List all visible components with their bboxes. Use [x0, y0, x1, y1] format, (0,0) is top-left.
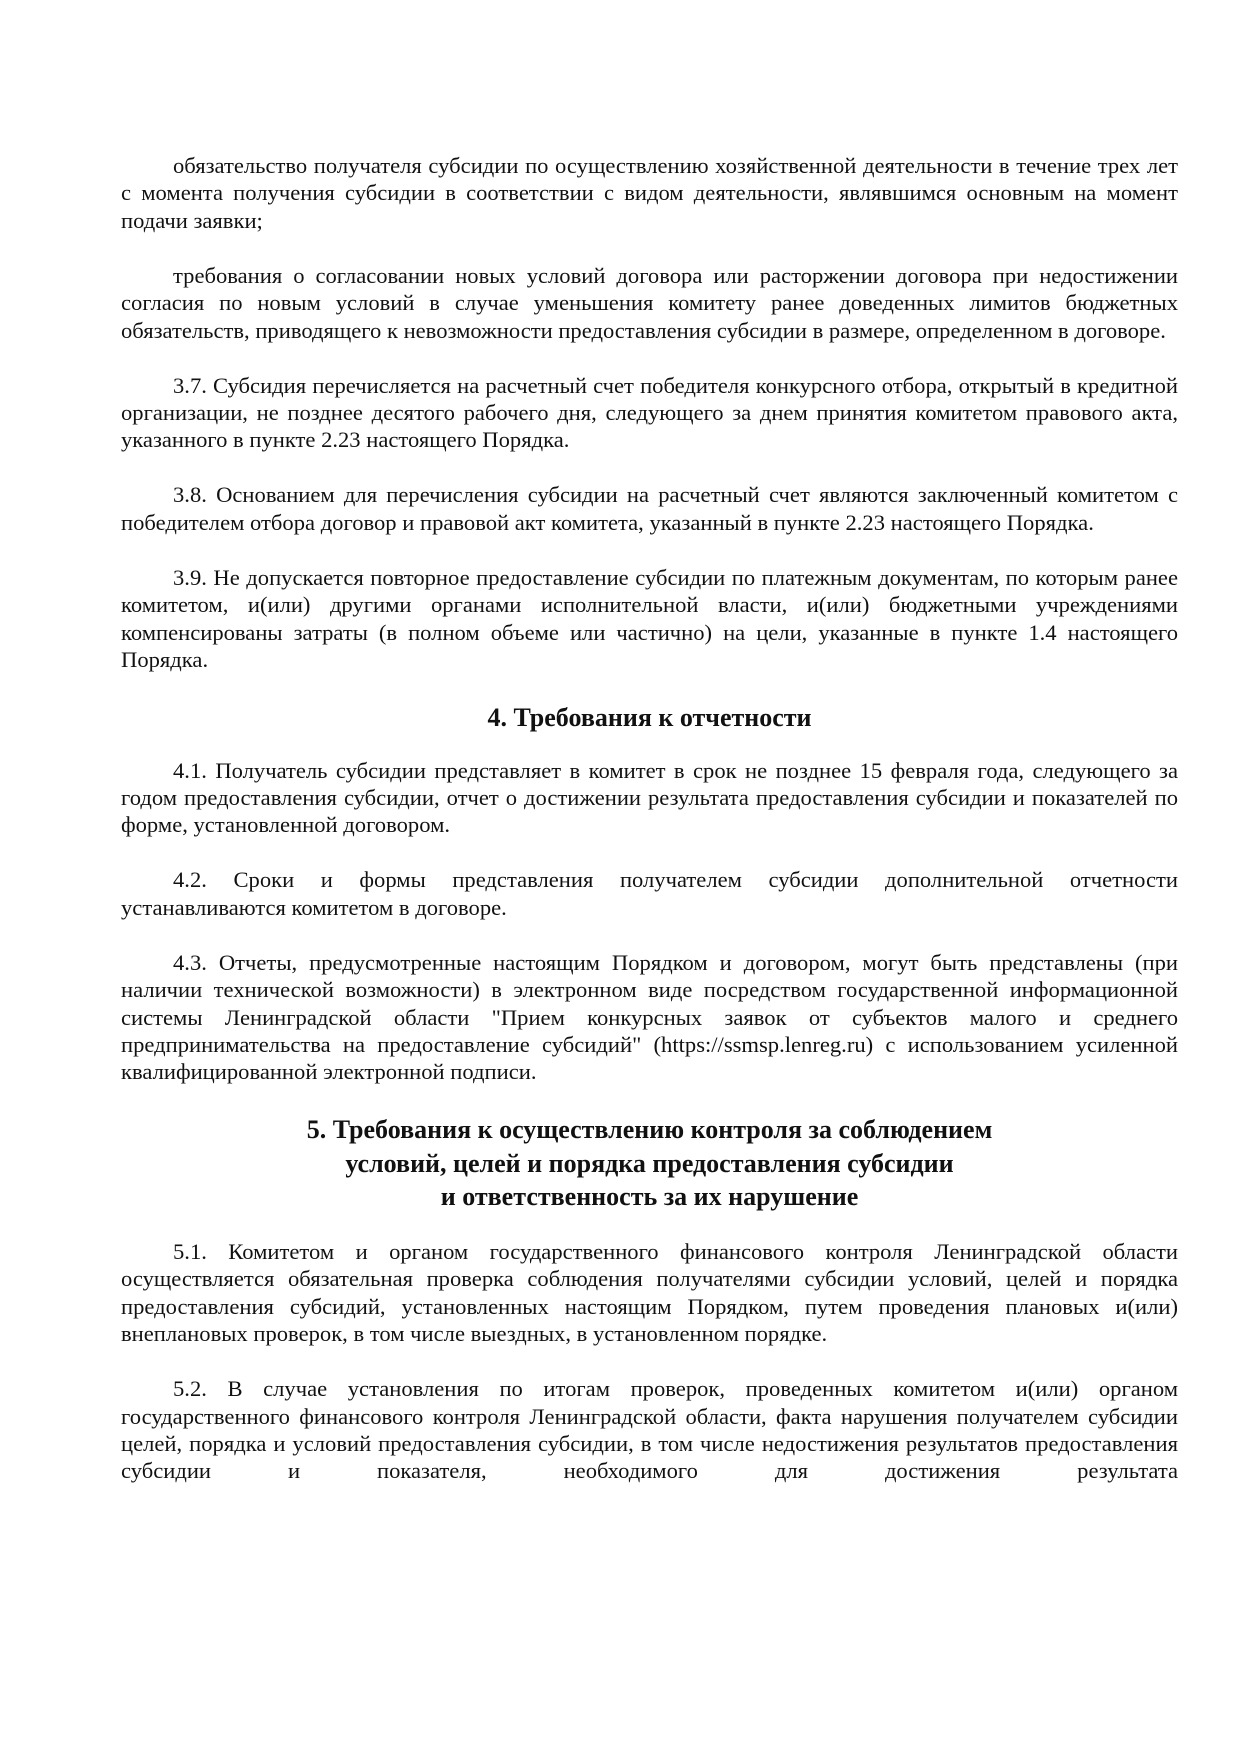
paragraph-5-2: 5.2. В случае установления по итогам проверок, проведенных комитетом и(или) органом государственного финансового контроля Ленинградской области, факта нарушения получателем субсидии целей, порядка и условий предоставления субсидии, в том числе недостижения результатов предоставления субсидии и показателя, необходимого для достижения результата [121, 1376, 1178, 1484]
heading-line: и ответственность за их нарушение [440, 1182, 859, 1212]
heading-line: 5. Требования к осуществлению контроля за соблюдением [306, 1115, 993, 1145]
section-4-heading: 4. Требования к отчетности [487, 703, 812, 733]
section-5-heading [121, 1113, 1178, 1214]
paragraph-4-2: 4.2. Сроки и формы представления получателем субсидии дополнительной отчетности устанавливаются комитетом в договоре. [121, 867, 1178, 920]
paragraph: обязательство получателя субсидии по осуществлению хозяйственной деятельности в течение трех лет с момента получения субсидии в соответствии с видом деятельности, являвшимся основным на момент подачи заявки; [121, 153, 1178, 233]
paragraph-4-1: 4.1. Получатель субсидии представляет в комитет в срок не позднее 15 февраля года, следующего за годом предоставления субсидии, отчет о достижении результата предоставления субсидии и показателей по форме, установленной договором. [121, 757, 1178, 838]
paragraph-4-3: 4.3. Отчеты, предусмотренные настоящим Порядком и договором, могут быть представлены (при наличии технической возможности) в электронном виде посредством государственной информационной системы Ленинградской области "Прием конкурсных заявок от субъектов малого и среднего предпринимательства на предоставление субсидий" (https://ssmsp.lenreg.ru) с использованием усиленной квалифицированной электронной подписи. [121, 949, 1178, 1085]
paragraph-3-9: 3.9. Не допускается повторное предоставление субсидии по платежным документам, по которым ранее комитетом, и(или) другими органами исполнительной власти, и(или) бюджетными учреждениями компенсированы затраты (в полном объеме или частично) на цели, указанные в пункте 1.4 настоящего Порядка. [121, 564, 1178, 673]
document-page [121, 152, 1178, 1512]
heading-line: условий, целей и порядка предоставления субсидии [345, 1148, 954, 1178]
paragraph-5-1: 5.1. Комитетом и органом государственного финансового контроля Ленинградской области осуществляется обязательная проверка соблюдения получателями субсидии условий, целей и порядка предоставления субсидий, установленных настоящим Порядком, путем проведения плановых и(или) внеплановых проверок, в том числе выездных, в установленном порядке. [121, 1238, 1178, 1347]
paragraph: требования о согласовании новых условий договора или расторжении договора при недостижении согласия по новым условий в случае уменьшения комитету ранее доведенных лимитов бюджетных обязательств, приводящего к невозможности предоставления субсидии в размере, определенном в договоре. [121, 262, 1178, 343]
paragraph-3-7: 3.7. Субсидия перечисляется на расчетный счет победителя конкурсного отбора, открытый в кредитной организации, не позднее десятого рабочего дня, следующего за днем принятия комитетом правового акта, указанного в пункте 2.23 настоящего Порядка. [121, 372, 1178, 453]
paragraph-3-8: 3.8. Основанием для перечисления субсидии на расчетный счет являются заключенный комитетом с победителем отбора договор и правовой акт комитета, указанный в пункте 2.23 настоящего Порядка. [121, 482, 1178, 535]
